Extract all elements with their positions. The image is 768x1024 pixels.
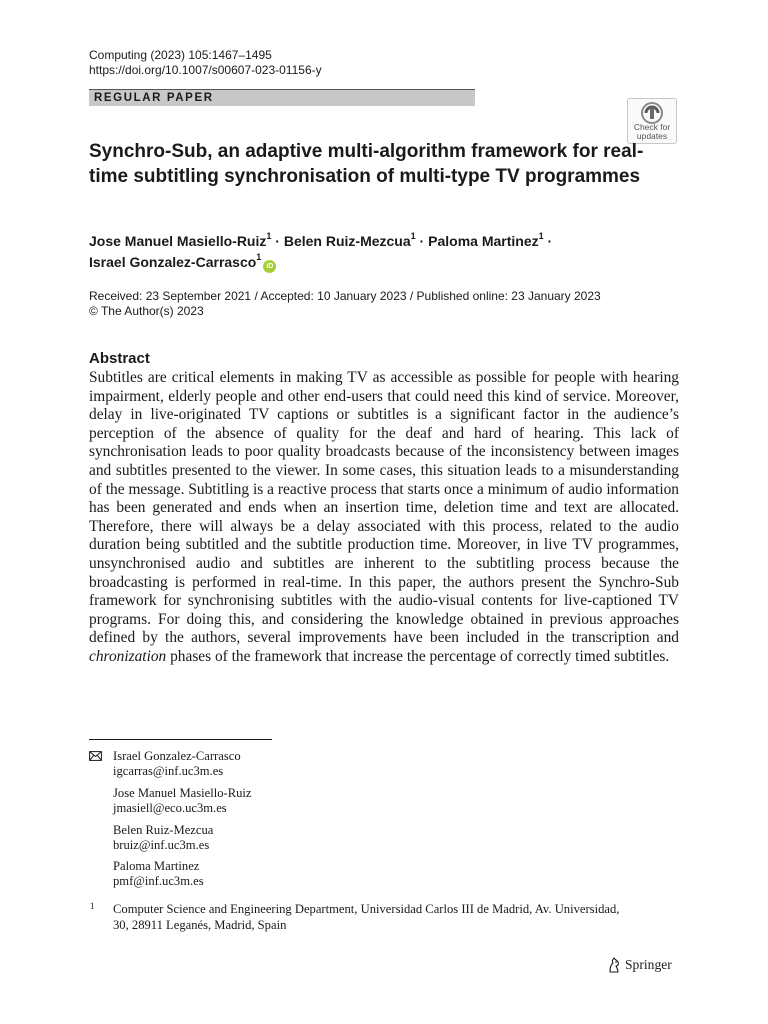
paper-title: Synchro-Sub, an adaptive multi-algorithm framework for real-time subtitling synchronisation of multi-type TV programmes	[89, 141, 644, 187]
orcid-icon[interactable]: iD	[263, 260, 276, 273]
contact-name: Israel Gonzalez-Carrasco	[113, 749, 241, 763]
check-for-updates-badge[interactable]	[627, 98, 677, 144]
contact-email[interactable]: jmasiell@eco.uc3m.es	[113, 801, 227, 815]
contact-entry	[113, 786, 252, 816]
affiliation-number: 1	[90, 901, 95, 911]
abstract-italic-term: chronization	[89, 647, 167, 665]
publisher-name: Springer	[625, 957, 672, 972]
publication-dates: Received: 23 September 2021 / Accepted: 10 January 2023 / Published online: 23 January 2023	[89, 289, 601, 303]
abstract-text: Subtitles are critical elements in making TV as accessible as possible for people with hearing impairment, elderly people and other end-users that could need this kind of service. Moreover, delay in live-originated TV captions or subtitles is a significant factor in the audience’s perception of the absence of quality for the deaf and hard of hearing. This lack of synchronisation leads to poor quality broadcasts because of the inconsistency between images and subtitles presented to the viewer. In some cases, this situation leads to a misunderstanding of the message. Subtitling is a reactive process that starts once a minimum of audio information has been generated and ends when an insertion time, deletion time and text are allocated. Therefore, there will always be a delay associated with this process, related to the audio duration being subtitled and the subtitle production time. Moreover, in live TV programmes, unsynchronised audio and subtitles are inherent to the subtitling process because the broadcasting is performed in real-time. In this paper, the authors present the Synchro-Sub framework for synchronising subtitles with the audio-visual contents for live-captioned TV programs. For doing this, and considering the knowledge obtained in previous approaches defined by the authors, several improvements have been included in the transcription and chronization phases of the framework that increase the percentage of correctly timed subtitles.	[89, 369, 679, 665]
affiliation-text: Computer Science and Engineering Department, Universidad Carlos III de Madrid, Av. Universidad, 30, 28911 Leganés, Madrid, Spain	[113, 902, 620, 932]
contact-entry	[113, 749, 241, 779]
contact-entry	[113, 859, 204, 889]
author-affiliation-mark: 1	[410, 231, 416, 241]
author-list: Jose Manuel Masiello-Ruiz$^1$ · Belen Ruiz-Mezcua$^1$ · Paloma Martinez$^1$ · Israel Gonzalez-Carrasco$^1$iD	[89, 231, 689, 273]
author-name[interactable]: Belen Ruiz-Mezcua	[283, 233, 411, 249]
copyright-notice: © The Author(s) 2023	[89, 304, 204, 318]
contact-name: Paloma Martinez	[113, 859, 200, 873]
footnote-divider	[89, 739, 272, 740]
contact-name: Jose Manuel Masiello-Ruiz	[113, 786, 252, 800]
envelope-icon	[89, 751, 102, 761]
author-name[interactable]: Jose Manuel Masiello-Ruiz	[89, 233, 267, 249]
contact-entry	[113, 823, 213, 853]
contact-email[interactable]: bruiz@inf.uc3m.es	[113, 838, 210, 852]
author-name[interactable]: Israel Gonzalez-Carrasco	[89, 254, 257, 270]
contact-email[interactable]: pmf@inf.uc3m.es	[113, 874, 204, 888]
abstract-heading: Abstract	[89, 350, 150, 367]
check-for-updates-icon	[641, 102, 663, 124]
article-type-label: REGULAR PAPER	[94, 92, 214, 104]
journal-citation: Computing (2023) 105:1467–1495	[89, 48, 272, 62]
author-affiliation-mark: 1	[266, 231, 272, 241]
article-type-bar	[89, 89, 475, 106]
author-affiliation-mark: 1	[538, 231, 544, 241]
check-for-updates-label: Check for updates	[633, 122, 671, 141]
springer-horse-icon	[606, 957, 622, 973]
contact-name: Belen Ruiz-Mezcua	[113, 823, 214, 837]
doi-link[interactable]: https://doi.org/10.1007/s00607-023-01156-y	[89, 63, 322, 77]
author-affiliation-mark: 1	[256, 252, 262, 262]
contact-email[interactable]: igcarras@inf.uc3m.es	[113, 764, 224, 778]
author-name[interactable]: Paloma Martinez	[428, 233, 539, 249]
